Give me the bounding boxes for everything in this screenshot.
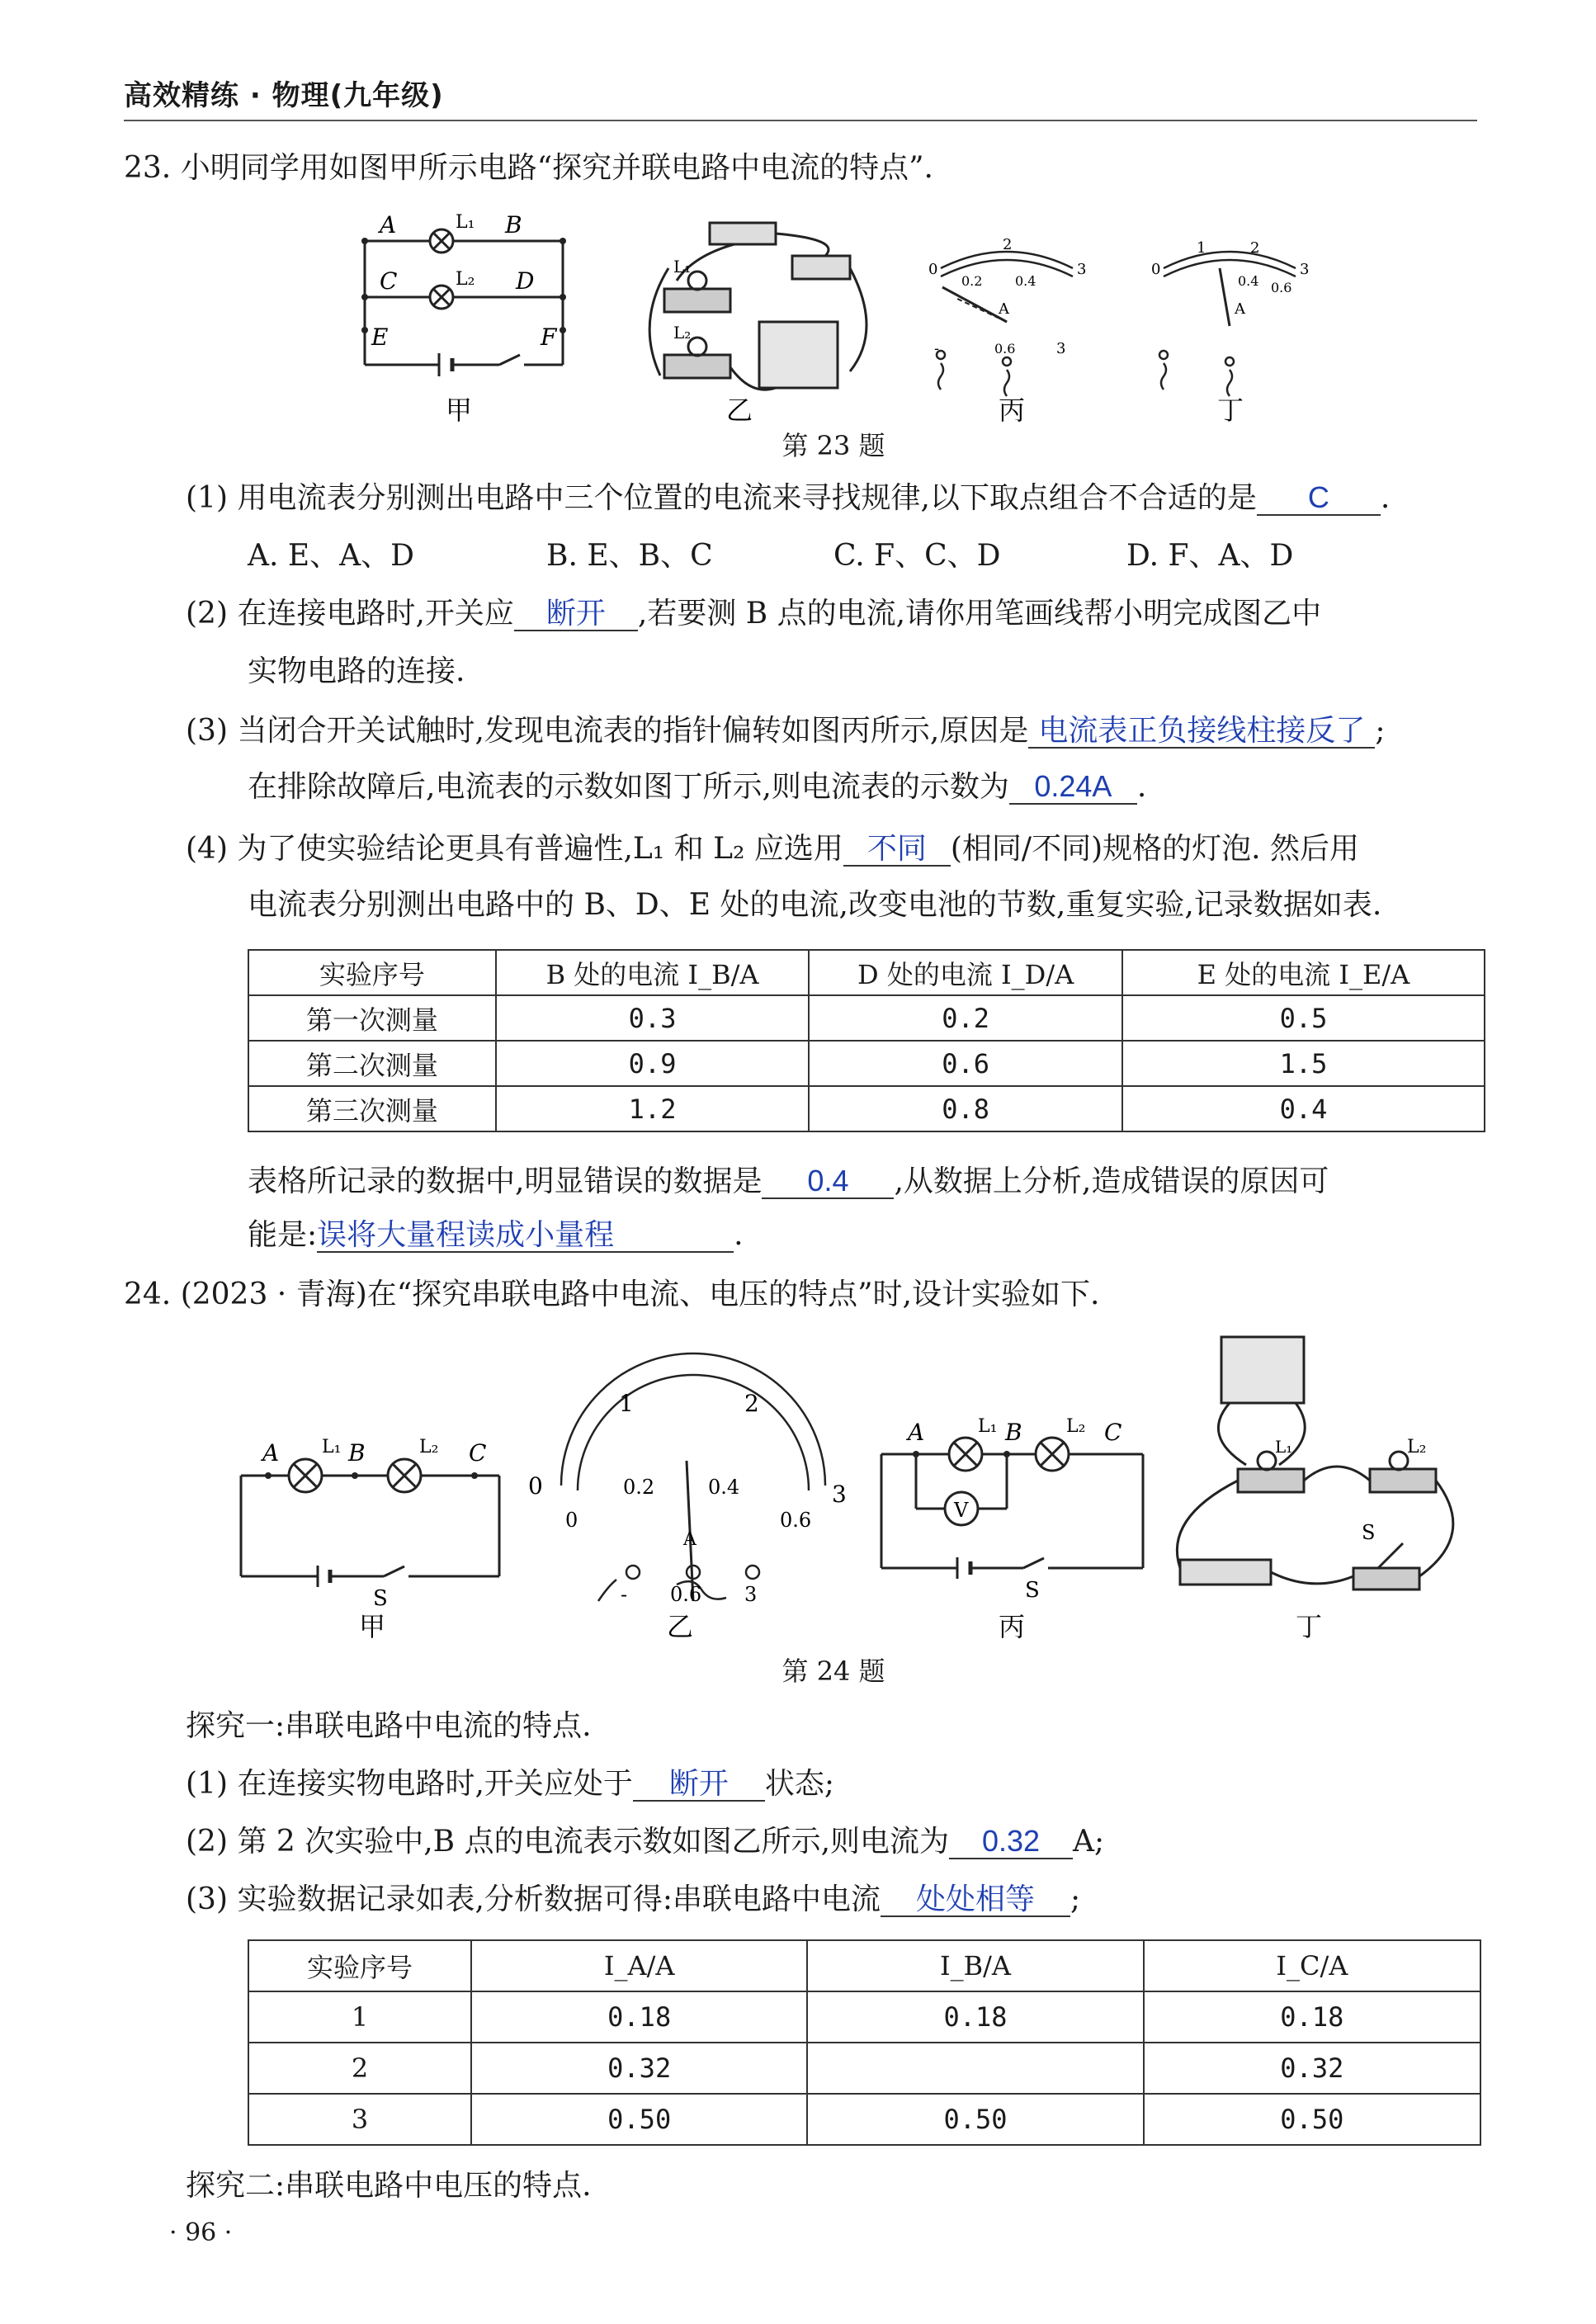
q23-figures [347, 206, 1337, 433]
q23-fig-label-bing: 丙 [999, 394, 1026, 426]
q24-explore1: 探究一:串联电路中电流的特点. [186, 1709, 592, 1743]
q23-ding-unit: A [1235, 300, 1245, 318]
q23-letter-L2: L₂ [456, 269, 475, 290]
q23-part4: (4) 为了使实验结论更具有普遍性,L₁ 和 L₂ 应选用 不同 (相同/不同)规格的灯泡. 然后用 [186, 831, 1359, 866]
q24-letter-L1: L₁ [322, 1437, 342, 1457]
table-row [248, 1991, 1480, 2043]
q24-yi-s06: 0.6 [780, 1509, 812, 1532]
q23-ding-t2: 2 [1250, 239, 1260, 257]
table-cell: 0.6 [809, 1041, 1122, 1086]
q24-yi-t0: 0 [528, 1472, 543, 1500]
q23-bing-t3: 3 [1077, 261, 1087, 278]
q24-yi-term-06: 0.6 [670, 1583, 702, 1606]
q24-letter-L2: L₂ [419, 1437, 439, 1457]
q24-bing-letter-L2: L₂ [1066, 1416, 1086, 1437]
q23-ding-t3: 3 [1300, 261, 1310, 278]
q24-physical-circuit-ding [1177, 1337, 1452, 1589]
q23-option-a: A. E、A、D [248, 539, 415, 573]
table-cell [807, 2043, 1143, 2094]
q23-part5-answer: 0.4 [762, 1164, 894, 1199]
q24-bing-letter-C: C [1104, 1419, 1122, 1446]
q23-letter-D: D [516, 267, 535, 295]
q23-bing-term-neg: - [934, 340, 940, 357]
q24-letter-A: A [262, 1439, 280, 1467]
q23-part1-text: (1) 用电流表分别测出电路中三个位置的电流来寻找规律,以下取点组合不合适的是 [186, 481, 1257, 515]
table-cell: 0.32 [1144, 2043, 1480, 2094]
table-cell: 0.18 [1144, 1991, 1480, 2043]
table-cell: 第二次测量 [248, 1041, 496, 1086]
book-header-title: 高效精练 · 物理(九年级) [124, 79, 444, 112]
q23-bing-s02: 0.2 [961, 273, 983, 289]
q23-ding-t0: 0 [1151, 261, 1161, 278]
q24-part3: (3) 实验数据记录如表,分析数据可得:串联电路中电流 处处相等 ; [186, 1882, 1081, 1916]
q23-fig-label-yi: 乙 [726, 394, 753, 426]
q23-part2-answer: 断开 [514, 597, 638, 631]
q23-circuit-jia [365, 229, 563, 376]
q23-part3-answer: 电流表正负接线柱接反了 [1028, 714, 1375, 749]
table-cell: 0.5 [1122, 995, 1485, 1041]
table-cell: 0.2 [809, 995, 1122, 1041]
q23-bing-s04: 0.4 [1015, 273, 1036, 289]
table-cell: 2 [248, 2043, 471, 2094]
q24-bing-voltmeter: V [954, 1499, 969, 1522]
q24-part1: (1) 在连接实物电路时,开关应处于 断开 状态; [186, 1766, 835, 1801]
q23-ding-s06: 0.6 [1271, 280, 1292, 295]
q24-bing-letter-L1: L₁ [978, 1416, 998, 1437]
table-cell: 0.50 [807, 2094, 1143, 2145]
table-cell: 1.5 [1122, 1041, 1485, 1086]
q24-circuit-bing [881, 1438, 1143, 1579]
table-cell: 1.2 [496, 1086, 810, 1131]
q23-part1-answer: C [1257, 481, 1381, 516]
table-cell: 0.18 [471, 1991, 807, 2043]
q24-part2-answer: 0.32 [949, 1825, 1073, 1859]
q24-fig-label-bing: 丙 [999, 1611, 1026, 1642]
q23-part5-answer2: 误将大量程读成小量程 [317, 1218, 734, 1253]
table-cell: 0.32 [471, 2043, 807, 2094]
q24-ammeter-yi [561, 1353, 825, 1601]
table-cell: 0.8 [809, 1086, 1122, 1131]
q24-yi-s0: 0 [565, 1509, 578, 1532]
q24-yi-t3: 3 [832, 1481, 847, 1508]
q24-table-header-1: I_A/A [471, 1940, 807, 1991]
q23-letter-B: B [505, 211, 522, 239]
q23-bing-t0: 0 [928, 261, 938, 278]
header-rule [124, 120, 1477, 121]
q24-fig-label-ding: 丁 [1296, 1611, 1323, 1642]
q23-part5-line2: 能是:误将大量程读成小量程 . [248, 1217, 744, 1252]
q23-table-header-1: B 处的电流 I_B/A [496, 950, 810, 995]
q24-fig-label-jia: 甲 [359, 1611, 386, 1642]
page-number: · 96 · [169, 2218, 233, 2247]
q24-part1-answer: 断开 [633, 1767, 765, 1802]
table-row [248, 995, 1485, 1041]
q23-bing-unit: A [999, 300, 1009, 318]
q23-bing-term-3: 3 [1056, 340, 1066, 357]
q23-fig-label-jia: 甲 [446, 394, 473, 426]
q23-bing-term-06: 0.6 [994, 341, 1016, 357]
q23-fig-label-ding: 丁 [1217, 394, 1244, 426]
q24-part3-answer: 处处相等 [881, 1882, 1070, 1917]
q23-table-header-3: E 处的电流 I_E/A [1122, 950, 1485, 995]
q23-part5: 表格所记录的数据中,明显错误的数据是 0.4 ,从数据上分析,造成错误的原因可 [248, 1164, 1329, 1198]
q24-yi-t1: 1 [619, 1390, 634, 1417]
q23-part2: (2) 在连接电路时,开关应 断开 ,若要测 B 点的电流,请你用笔画线帮小明完成图乙中 [186, 596, 1322, 631]
q23-stem: 23. 小明同学用如图甲所示电路“探究并联电路中电流的特点”. [124, 151, 933, 185]
q24-table-header-0: 实验序号 [248, 1940, 471, 1991]
table-row [248, 2094, 1480, 2145]
q24-part2: (2) 第 2 次实验中,B 点的电流表示数如图乙所示,则电流为 0.32 A; [186, 1824, 1105, 1859]
q24-bing-letter-S: S [1025, 1578, 1040, 1603]
q23-ammeter-ding [1159, 252, 1296, 396]
q24-yi-term-neg: - [621, 1583, 628, 1606]
q24-stem: 24. (2023 · 青海)在“探究串联电路中电流、电压的特点”时,设计实验如下. [124, 1278, 1100, 1311]
table-row [248, 1086, 1485, 1131]
q23-part3: (3) 当闭合开关试触时,发现电流表的指针偏转如图丙所示,原因是 电流表正负接线柱接反了 ; [186, 713, 1386, 748]
q24-ding-S: S [1362, 1521, 1376, 1544]
q24-data-table [248, 1939, 1481, 2146]
q23-letter-C: C [380, 267, 398, 295]
q23-ding-s04: 0.4 [1238, 273, 1259, 289]
table-cell: 0.9 [496, 1041, 810, 1086]
q23-part3-line2: 在排除故障后,电流表的示数如图丁所示,则电流表的示数为 0.24A . [248, 769, 1147, 804]
q23-part4-answer: 不同 [843, 832, 951, 867]
q24-yi-unit: A [683, 1529, 696, 1550]
q24-circuit-jia [241, 1459, 499, 1587]
q24-table-header-2: I_B/A [807, 1940, 1143, 1991]
q23-part1 [186, 479, 1390, 518]
q24-yi-s04: 0.4 [708, 1476, 740, 1499]
table-cell: 0.50 [471, 2094, 807, 2145]
q23-table-header-2: D 处的电流 I_D/A [809, 950, 1122, 995]
q23-bing-t2: 2 [1003, 236, 1013, 253]
q24-figure-caption: 第 24 题 [781, 1656, 885, 1687]
q24-letter-B: B [348, 1439, 366, 1467]
q23-option-c: C. F、C、D [833, 539, 1001, 573]
q23-yi-L1: L₁ [673, 257, 692, 276]
table-cell: 0.18 [807, 1991, 1143, 2043]
q24-yi-term-3: 3 [744, 1583, 758, 1606]
q23-ammeter-bing [937, 252, 1073, 396]
q24-letter-C: C [469, 1439, 487, 1467]
q23-option-b: B. E、B、C [546, 539, 713, 573]
q23-letter-A: A [380, 211, 397, 239]
q24-bing-letter-B: B [1005, 1419, 1022, 1446]
table-cell: 第一次测量 [248, 995, 496, 1041]
q24-table-header-3: I_C/A [1144, 1940, 1480, 1991]
q24-yi-s02: 0.2 [623, 1476, 655, 1499]
q23-data-table [248, 949, 1485, 1132]
q24-yi-t2: 2 [744, 1390, 759, 1417]
q23-physical-circuit-yi [649, 223, 866, 390]
q24-figures [231, 1329, 1469, 1659]
q23-table-header-0: 实验序号 [248, 950, 496, 995]
q23-figure-caption: 第 23 题 [781, 430, 885, 461]
q23-part1-end: . [1380, 481, 1391, 515]
table-cell: 0.3 [496, 995, 810, 1041]
q23-part4-line2: 电流表分别测出电路中的 B、D、E 处的电流,改变电池的节数,重复实验,记录数据如表. [248, 888, 1382, 922]
q24-bing-letter-A: A [908, 1419, 925, 1446]
table-cell: 0.50 [1144, 2094, 1480, 2145]
q23-letter-E: E [371, 324, 389, 351]
table-cell: 0.4 [1122, 1086, 1485, 1131]
q23-yi-L2: L₂ [673, 323, 692, 342]
q23-letter-L1: L₁ [456, 212, 475, 233]
table-cell: 3 [248, 2094, 471, 2145]
q23-ding-t1: 1 [1197, 239, 1206, 257]
q23-part3-answer2: 0.24A [1009, 770, 1137, 805]
table-row [248, 2043, 1480, 2094]
q24-ding-L2: L₂ [1407, 1437, 1427, 1457]
q24-fig-label-yi: 乙 [667, 1611, 694, 1642]
q23-part2-line2: 实物电路的连接. [248, 654, 465, 688]
q23-letter-F: F [541, 324, 557, 351]
table-row [248, 1041, 1485, 1086]
table-cell: 第三次测量 [248, 1086, 496, 1131]
q24-explore2: 探究二:串联电路中电压的特点. [186, 2169, 592, 2203]
q23-option-d: D. F、A、D [1126, 539, 1294, 573]
q24-letter-S: S [373, 1586, 388, 1611]
q24-ding-L1: L₁ [1275, 1437, 1293, 1457]
table-cell: 1 [248, 1991, 471, 2043]
